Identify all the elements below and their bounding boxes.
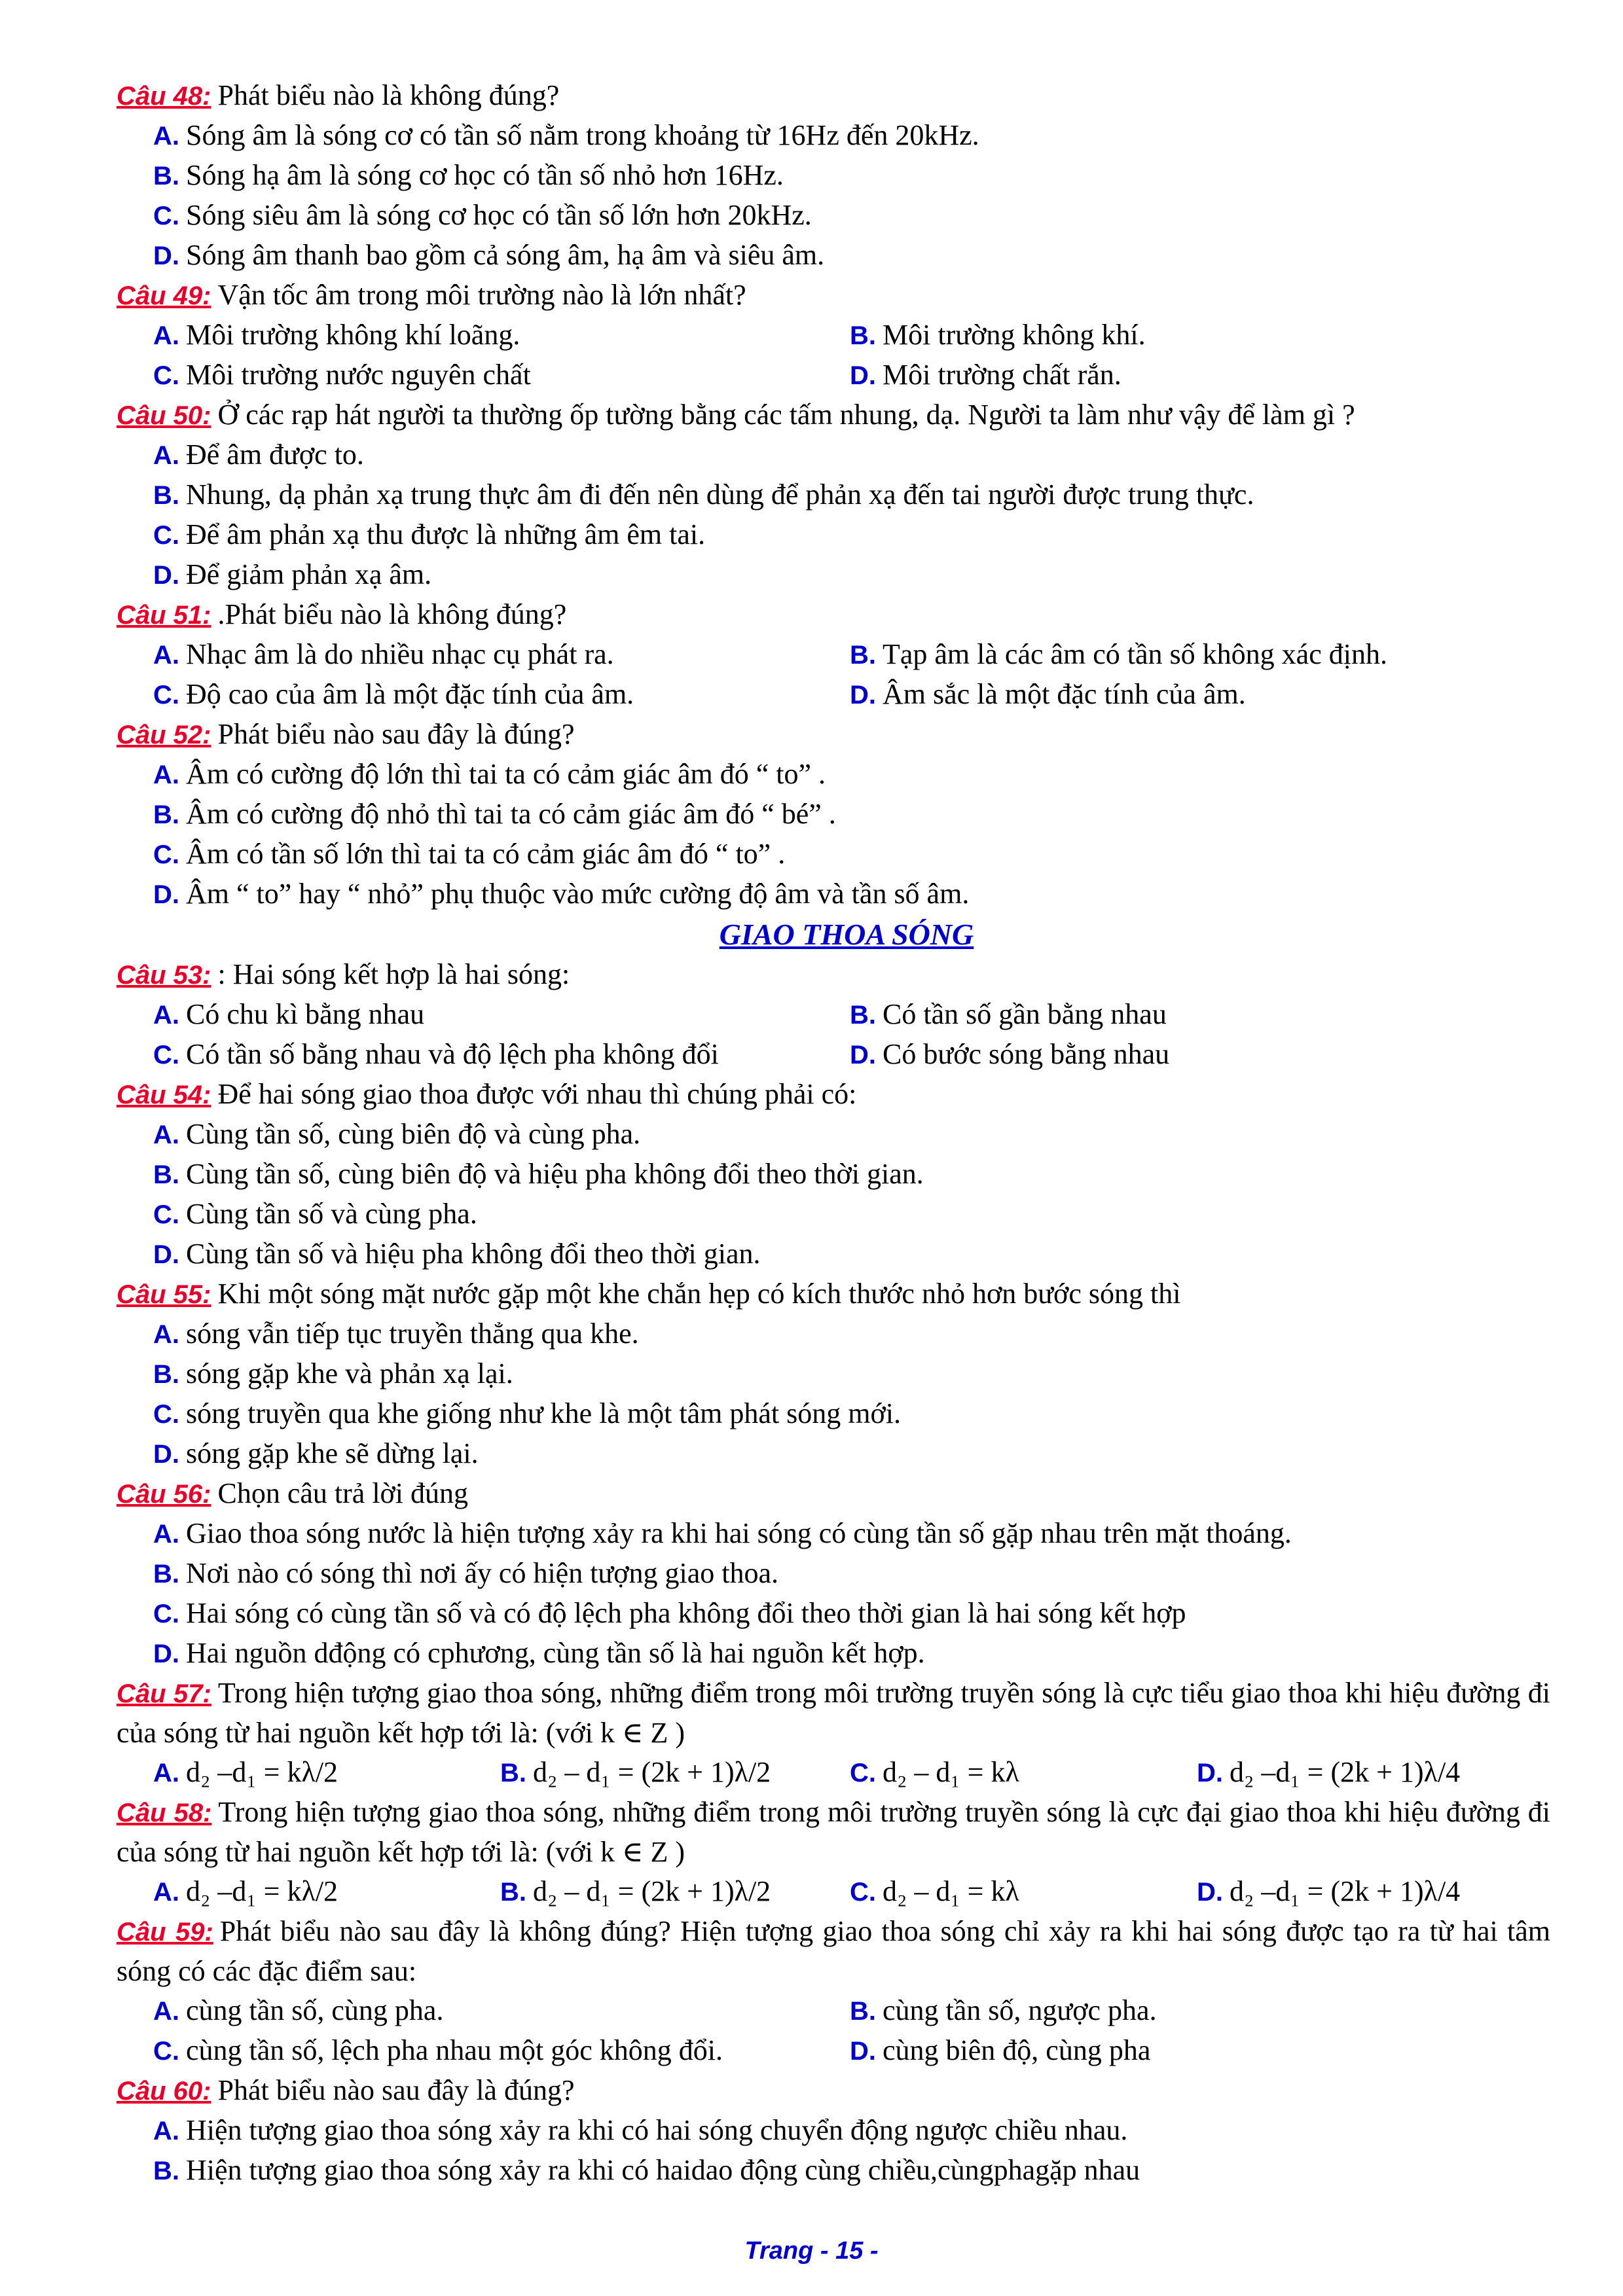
option-d: D. d₂ –d₁ = (2k + 1)λ/4: [1197, 1756, 1461, 1788]
question-text: Phát biểu nào sau đây là đúng?: [217, 718, 575, 750]
option-c: C. Môi trường nước nguyên chất: [153, 359, 531, 391]
option-b: B. sóng gặp khe và phản xạ lại.: [153, 1357, 513, 1390]
question-59: [117, 1912, 1550, 2071]
question-text: Phát biểu nào là không đúng?: [217, 79, 560, 111]
question-label: Câu 60:: [117, 2077, 211, 2106]
question-text: Vận tốc âm trong môi trường nào là lớn nhất?: [217, 279, 746, 311]
option-a: A. Có chu kì bằng nhau: [153, 998, 425, 1030]
options: [153, 1753, 1550, 1793]
question-text: Ở các rạp hát người ta thường ốp tường bằng các tấm nhung, dạ. Người ta làm như vậy để làm gì ?: [217, 399, 1355, 431]
option-c: C. d₂ – d₁ = kλ: [850, 1756, 1019, 1788]
option-d: D. Cùng tần số và hiệu pha không đổi theo thời gian.: [153, 1238, 761, 1270]
option-a: A. Cùng tần số, cùng biên độ và cùng pha.: [153, 1118, 641, 1150]
options: [153, 755, 1550, 914]
question-text: Phát biểu nào sau đây là đúng?: [217, 2074, 575, 2106]
option-d: D. Âm sắc là một đặc tính của âm.: [850, 678, 1246, 710]
option-d: D. d₂ –d₁ = (2k + 1)λ/4: [1197, 1875, 1461, 1907]
question-label: Câu 54:: [117, 1081, 211, 1109]
question-label: Câu 51:: [117, 601, 211, 630]
question-list: [117, 76, 1550, 2191]
question-text: Khi một sóng mặt nước gặp một khe chắn hẹp có kích thước nhỏ hơn bước sóng thì: [217, 1278, 1181, 1310]
options: [153, 635, 1550, 715]
options: [153, 1991, 1550, 2071]
option-a: A. Sóng âm là sóng cơ có tần số nằm trong khoảng từ 16Hz đến 20kHz.: [153, 119, 979, 151]
option-c: C. Để âm phản xạ thu được là những âm êm tai.: [153, 518, 706, 550]
option-b: B. Có tần số gần bằng nhau: [850, 998, 1167, 1030]
option-d: D. Có bước sóng bằng nhau: [850, 1038, 1170, 1070]
question-48: [117, 76, 1550, 276]
option-a: A. d₂ –d₁ = kλ/2: [153, 1756, 338, 1788]
question-label: Câu 48:: [117, 82, 211, 111]
option-c: C. Cùng tần số và cùng pha.: [153, 1198, 477, 1230]
question-label: Câu 49:: [117, 281, 211, 310]
section-title: GIAO THOA SÓNG: [719, 918, 974, 951]
option-d: D. Môi trường chất rắn.: [850, 359, 1122, 391]
option-d: D. Hai nguồn dđộng có cphương, cùng tần số là hai nguồn kết hợp.: [153, 1637, 925, 1669]
question-52: [117, 715, 1550, 914]
question-57: [117, 1674, 1550, 1793]
option-c: C. Độ cao của âm là một đặc tính của âm.: [153, 678, 634, 710]
options: [153, 1872, 1550, 1912]
option-b: B. Tạp âm là các âm có tần số không xác định.: [850, 638, 1387, 670]
question-label: Câu 59:: [117, 1918, 213, 1946]
question-label: Câu 58:: [117, 1799, 212, 1827]
question-label: Câu 56:: [117, 1480, 211, 1509]
option-a: A. Để âm được to.: [153, 439, 364, 471]
option-a: A. Hiện tượng giao thoa sóng xảy ra khi có hai sóng chuyển động ngược chiều nhau.: [153, 2114, 1128, 2146]
option-b: B. cùng tần số, ngược pha.: [850, 1994, 1157, 2026]
option-b: B. Cùng tần số, cùng biên độ và hiệu pha không đổi theo thời gian.: [153, 1158, 924, 1190]
question-text: : Hai sóng kết hợp là hai sóng:: [217, 958, 570, 990]
option-c: C. Có tần số bằng nhau và độ lệch pha không đổi: [153, 1038, 719, 1070]
option-b: B. d₂ – d₁ = (2k + 1)λ/2: [500, 1875, 771, 1907]
question-label: Câu 53:: [117, 961, 211, 990]
options: [153, 1314, 1550, 1474]
option-c: C. sóng truyền qua khe giống như khe là một tâm phát sóng mới.: [153, 1397, 901, 1429]
option-b: B. Hiện tượng giao thoa sóng xảy ra khi có haidao động cùng chiều,cùngphagặp nhau: [153, 2154, 1140, 2186]
option-c: C. d₂ – d₁ = kλ: [850, 1875, 1019, 1907]
option-c: C. Hai sóng có cùng tần số và có độ lệch pha không đổi theo thời gian là hai sóng kết hợp: [153, 1597, 1186, 1629]
options: [153, 995, 1550, 1075]
question-55: [117, 1274, 1550, 1474]
option-a: A. Âm có cường độ lớn thì tai ta có cảm giác âm đó “ to” .: [153, 758, 826, 790]
option-d: D. Âm “ to” hay “ nhỏ” phụ thuộc vào mức cường độ âm và tần số âm.: [153, 878, 970, 910]
options: [153, 2111, 1550, 2191]
option-b: B. d₂ – d₁ = (2k + 1)λ/2: [500, 1756, 771, 1788]
option-d: D. sóng gặp khe sẽ dừng lại.: [153, 1437, 479, 1469]
question-49: [117, 276, 1550, 395]
options: [153, 116, 1550, 276]
option-a: A. d₂ –d₁ = kλ/2: [153, 1875, 338, 1907]
option-b: B. Âm có cường độ nhỏ thì tai ta có cảm giác âm đó “ bé” .: [153, 798, 836, 830]
option-a: A. sóng vẫn tiếp tục truyền thẳng qua khe.: [153, 1318, 639, 1350]
question-label: Câu 55:: [117, 1280, 211, 1309]
page-number: Trang - 15 -: [744, 2237, 879, 2265]
question-60: [117, 2071, 1550, 2191]
question-label: Câu 50:: [117, 401, 211, 430]
option-d: D. Để giảm phản xạ âm.: [153, 558, 432, 590]
options: [153, 1514, 1550, 1674]
option-c: C. Sóng siêu âm là sóng cơ học có tần số lớn hơn 20kHz.: [153, 199, 812, 231]
options: [153, 1115, 1550, 1274]
option-c: C. cùng tần số, lệch pha nhau một góc không đổi.: [153, 2034, 723, 2066]
options: [153, 315, 1550, 395]
question-56: [117, 1474, 1550, 1674]
option-a: A. cùng tần số, cùng pha.: [153, 1994, 444, 2026]
question-label: Câu 57:: [117, 1679, 211, 1708]
option-d: D. Sóng âm thanh bao gồm cả sóng âm, hạ âm và siêu âm.: [153, 239, 825, 271]
question-label: Câu 52:: [117, 721, 211, 749]
question-51: [117, 595, 1550, 715]
question-text: Phát biểu nào sau đây là không đúng? Hiện tượng giao thoa sóng chỉ xảy ra khi hai sóng được tạo ra từ hai tâm sóng có các đặc điểm sau:: [117, 1915, 1550, 1987]
option-b: B. Môi trường không khí.: [850, 319, 1146, 351]
question-text: .Phát biểu nào là không đúng?: [217, 598, 567, 630]
option-a: A. Môi trường không khí loãng.: [153, 319, 520, 351]
question-text: Chọn câu trả lời đúng: [217, 1477, 469, 1509]
option-a: A. Giao thoa sóng nước là hiện tượng xảy ra khi hai sóng có cùng tần số gặp nhau trên mặt thoáng.: [153, 1517, 1292, 1549]
question-text: Trong hiện tượng giao thoa sóng, những điểm trong môi trường truyền sóng là cực tiểu giao thoa khi hiệu đường đi của sóng từ hai nguồn kết hợp tới là: (với k ∈ Z ): [117, 1677, 1550, 1749]
question-50: [117, 395, 1550, 595]
options: [153, 435, 1550, 595]
option-b: B. Nhung, dạ phản xạ trung thực âm đi đến nên dùng để phản xạ đến tai người được trung thực.: [153, 478, 1254, 511]
option-c: C. Âm có tần số lớn thì tai ta có cảm giác âm đó “ to” .: [153, 838, 786, 870]
question-54: [117, 1075, 1550, 1274]
option-b: B. Sóng hạ âm là sóng cơ học có tần số nhỏ hơn 16Hz.: [153, 159, 784, 191]
question-text: Để hai sóng giao thoa được với nhau thì chúng phải có:: [217, 1078, 857, 1110]
option-b: B. Nơi nào có sóng thì nơi ấy có hiện tượng giao thoa.: [153, 1557, 779, 1589]
option-a: A. Nhạc âm là do nhiều nhạc cụ phát ra.: [153, 638, 614, 670]
question-58: [117, 1793, 1550, 1912]
question-53: [117, 955, 1550, 1075]
option-d: D. cùng biên độ, cùng pha: [850, 2034, 1151, 2066]
question-text: Trong hiện tượng giao thoa sóng, những điểm trong môi trường truyền sóng là cực đại giao thoa khi hiệu đường đi của sóng từ hai nguồn kết hợp tới là: (với k ∈ Z ): [117, 1796, 1550, 1868]
